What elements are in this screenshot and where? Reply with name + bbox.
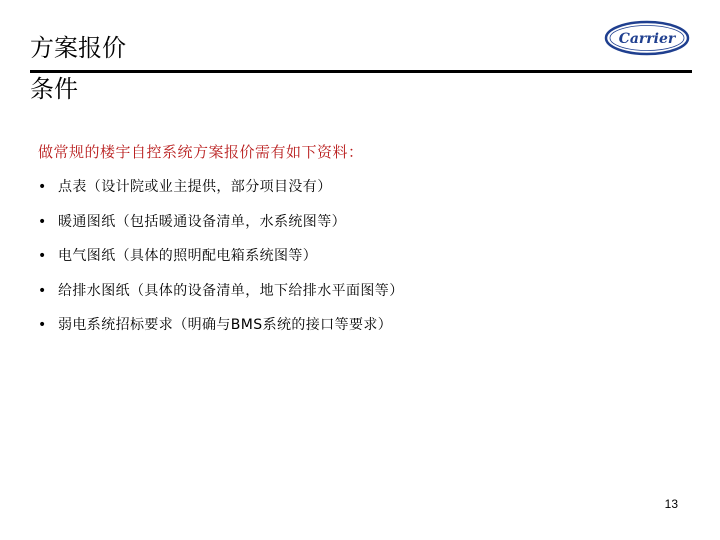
bullet-icon: • xyxy=(38,282,47,299)
page-number: 13 xyxy=(664,497,678,511)
bullet-icon: • xyxy=(38,248,47,264)
list-item-text: 弱电系统招标要求（明确与BMS系统的接口等要求） xyxy=(58,317,393,333)
list-item-text: 给排水图纸（具体的设备清单，地下给排水平面图等） xyxy=(58,282,404,299)
list-item-text: 暖通图纸（包括暖通设备清单，水系统图等） xyxy=(58,213,346,230)
list-item-text: 电气图纸（具体的照明配电箱系统图等） xyxy=(58,248,318,264)
carrier-logo xyxy=(604,20,690,56)
bullet-icon: • xyxy=(38,213,47,230)
list-item xyxy=(38,282,404,317)
list-item xyxy=(38,178,404,213)
title-line-1: 方案报价 xyxy=(30,34,126,62)
title-divider xyxy=(30,70,692,73)
list-item xyxy=(38,213,404,248)
list-item xyxy=(38,247,404,282)
slide-title xyxy=(30,34,126,104)
bullet-icon: • xyxy=(38,179,47,195)
title-line-2: 条件 xyxy=(30,74,78,103)
logo-wordmark: Carrier xyxy=(618,31,676,47)
list-item xyxy=(38,316,404,351)
intro-text: 做常规的楼宇自控系统方案报价需有如下资料： xyxy=(38,143,364,161)
requirements-list xyxy=(38,178,404,351)
list-item-text: 点表（设计院或业主提供，部分项目没有） xyxy=(58,179,332,195)
bullet-icon: • xyxy=(38,317,47,333)
